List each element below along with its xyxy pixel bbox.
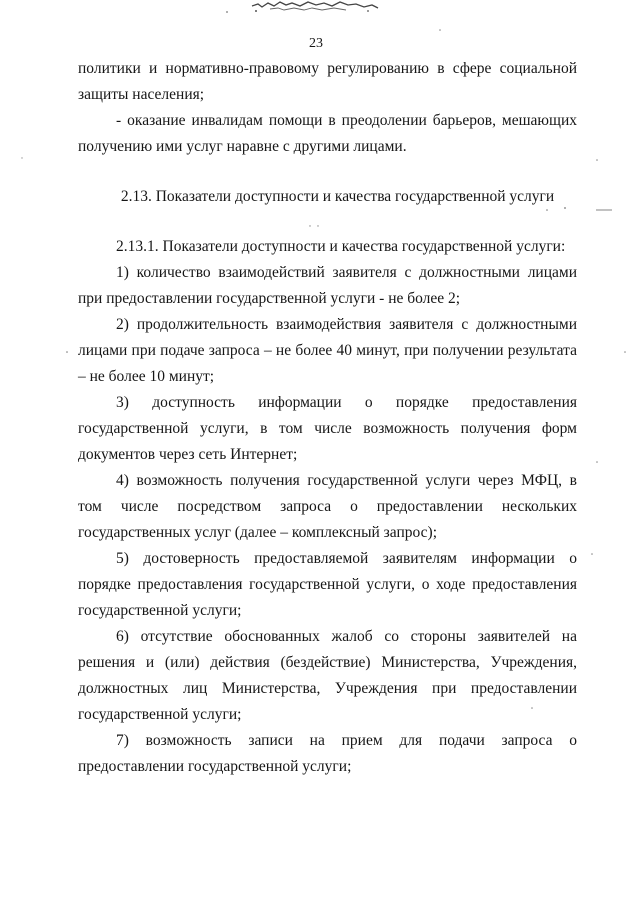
document-body: [78, 56, 577, 780]
list-item: 6) отсутствие обоснованных жалоб со стороны заявителей на решения и (или) действия (бездействие) Министерства, Учреждения, должностных лиц Министерства, Учреждения при предоставлении государственной услуги;: [78, 628, 577, 723]
page-number: 23: [309, 36, 323, 51]
paragraph: 2.13.1. Показатели доступности и качества государственной услуги:: [116, 238, 566, 255]
list-item: 7) возможность записи на прием для подачи запроса о предоставлении государственной услуги;: [78, 732, 577, 775]
list-item: 4) возможность получения государственной услуги через МФЦ, в том числе посредством запроса о предоставлении нескольких государственных услуг (далее – комплексный запрос);: [78, 472, 577, 541]
list-item: 3) доступность информации о порядке предоставления государственной услуги, в том числе возможность получения форм документов через сеть Интернет;: [78, 394, 577, 463]
paragraph: политики и нормативно-правовому регулированию в сфере социальной защиты населения;: [78, 60, 577, 103]
paragraph: - оказание инвалидам помощи в преодолении барьеров, мешающих получению ими услуг наравне с другими лицами.: [78, 112, 577, 155]
list-item: 1) количество взаимодействий заявителя с должностными лицами при предоставлении государственной услуги - не более 2;: [78, 264, 577, 307]
list-item: 2) продолжительность взаимодействия заявителя с должностными лицами при подаче запроса – не более 40 минут, при получении результата – не более 10 минут;: [78, 316, 577, 385]
section-heading: 2.13. Показатели доступности и качества государственной услуги: [120, 188, 555, 205]
list-item: 5) достоверность предоставляемой заявителям информации о порядке предоставления государственной услуги, о ходе предоставления государственной услуги;: [78, 550, 577, 619]
